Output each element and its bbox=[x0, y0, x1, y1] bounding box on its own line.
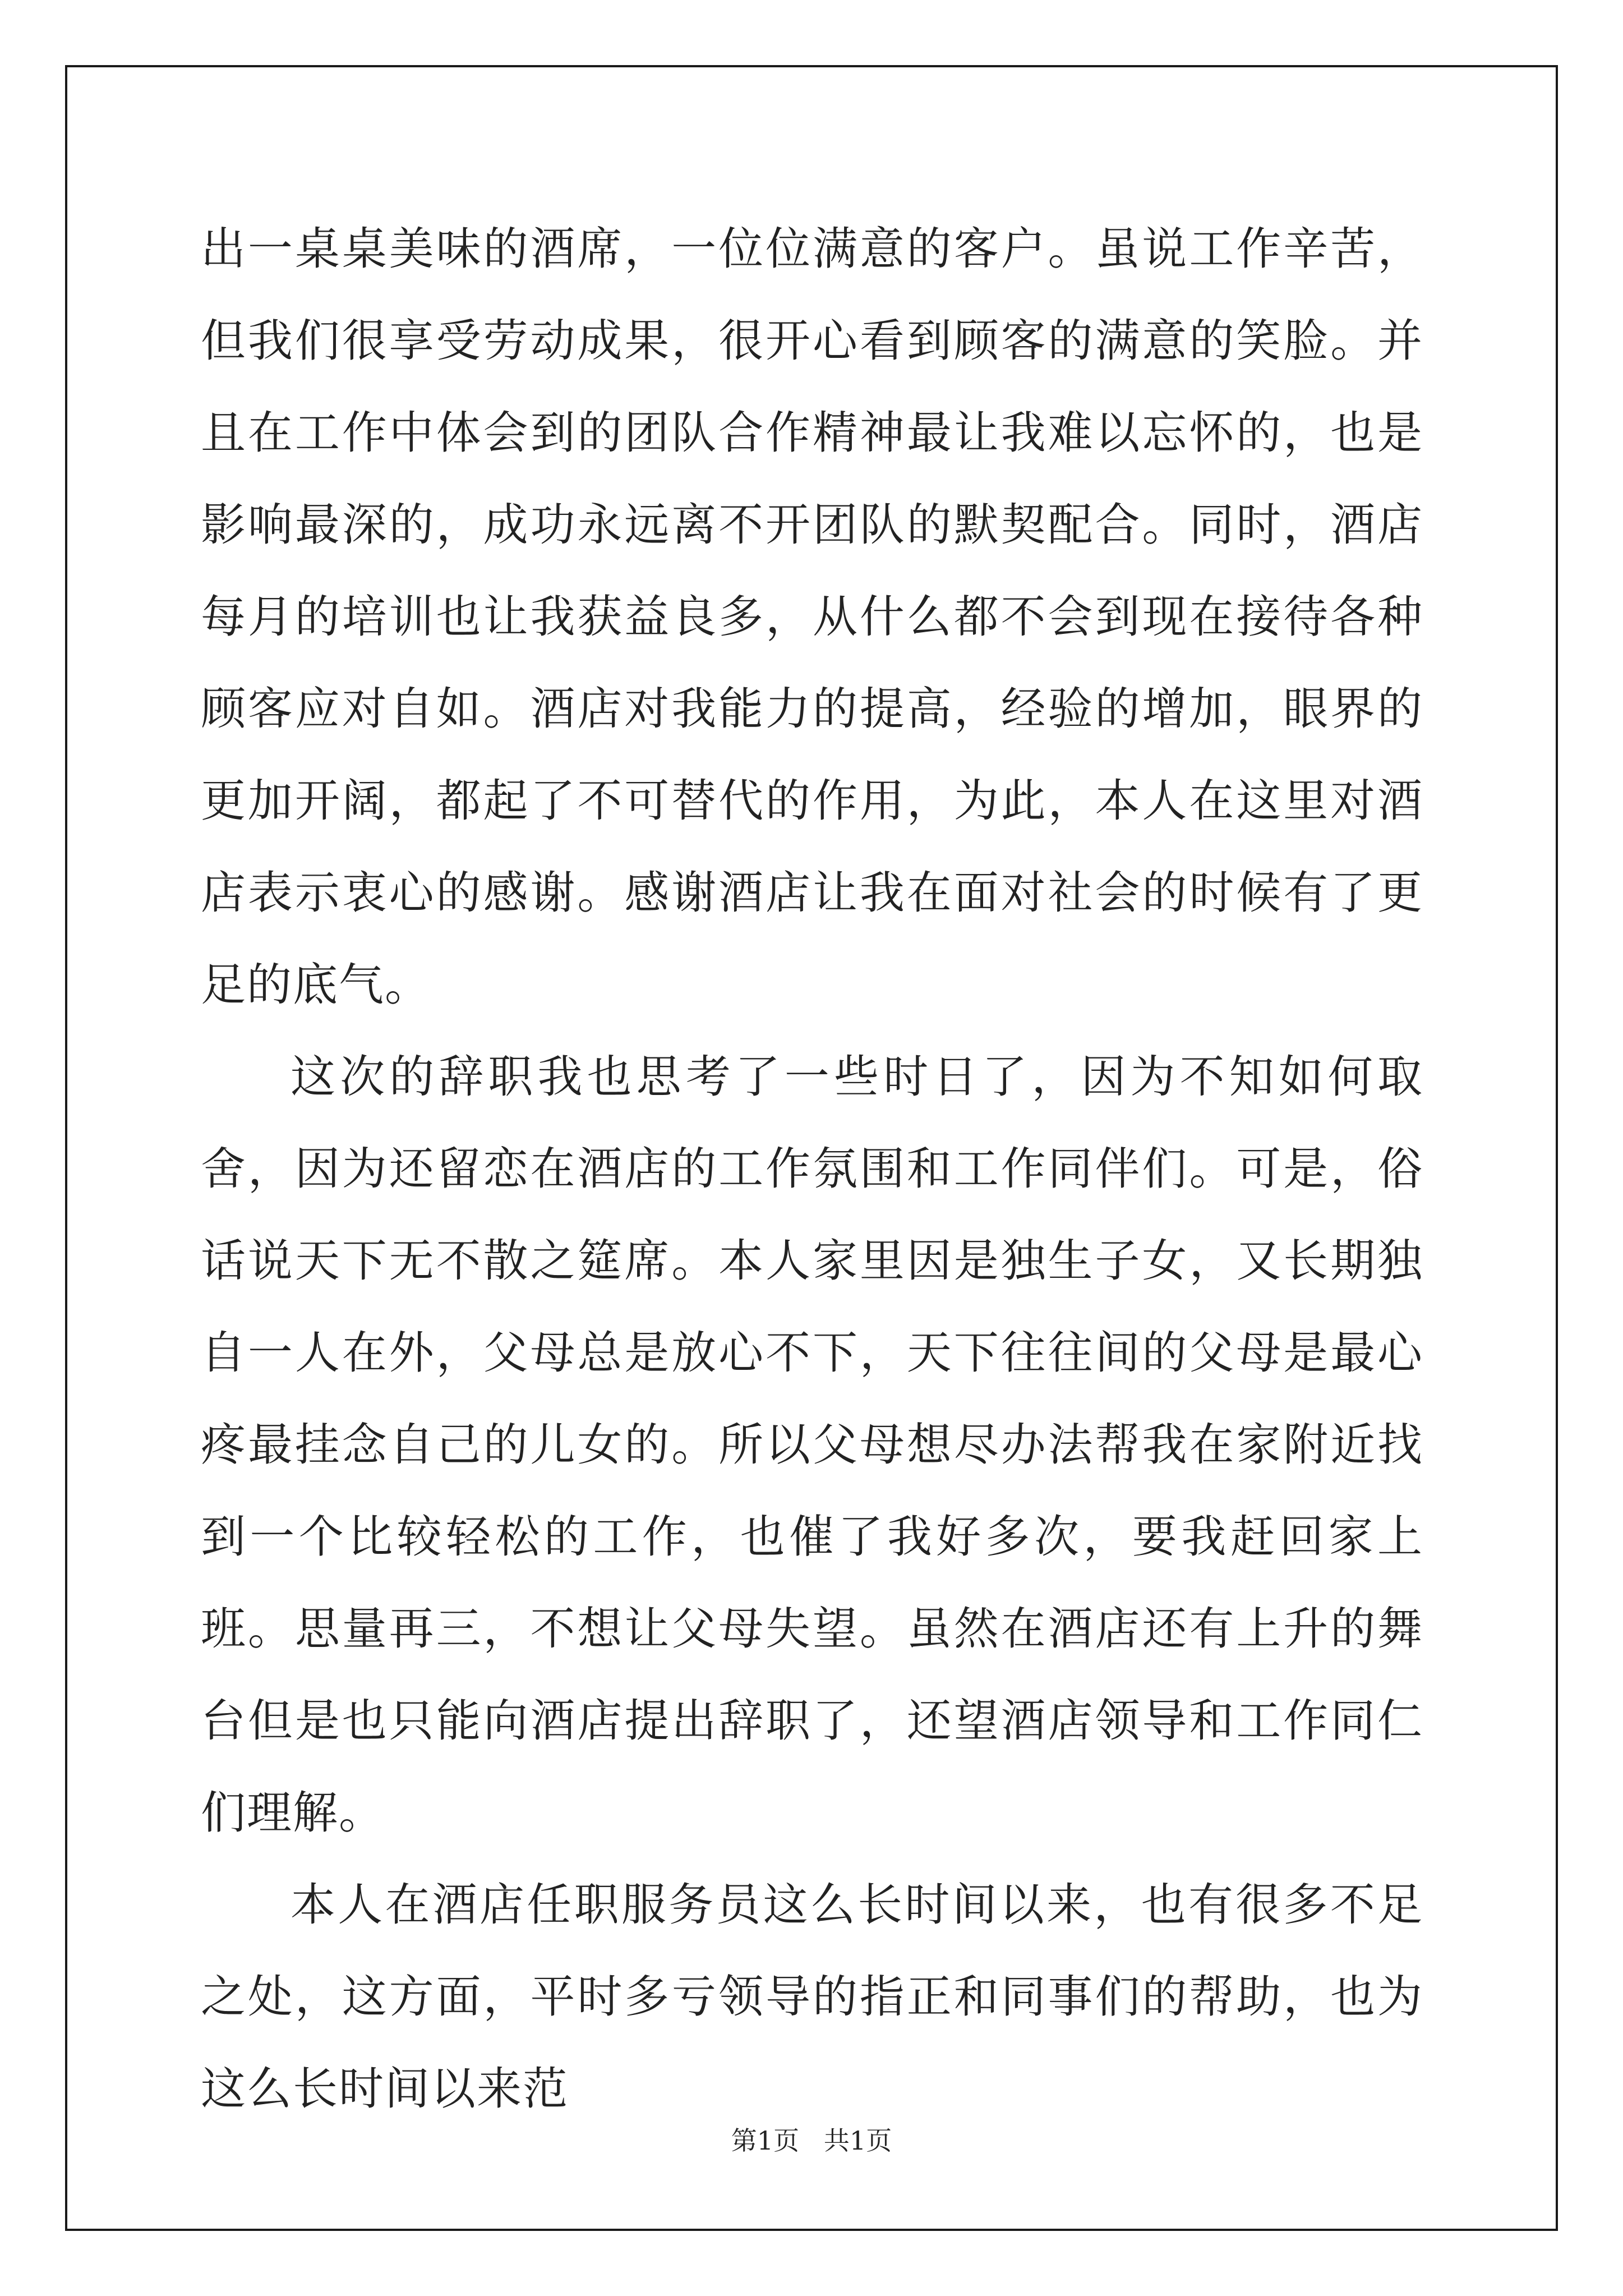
paragraph-2: 这次的辞职我也思考了一些时日了，因为不知如何取舍，因为还留恋在酒店的工作氛围和工作同伴们。可是，俗话说天下无不散之筵席。本人家里因是独生子女，又长期独自一人在外，父母总是放心不下，天下往往间的父母是最心疼最挂念自己的儿女的。所以父母想尽办法帮我在家附近找到一个比较轻松的工作，也催了我好多次，要我赶回家上班。思量再三，不想让父母失望。虽然在酒店还有上升的舞台但是也只能向酒店提出辞职了，还望酒店领导和工作同仁们理解。 bbox=[201, 1051, 1423, 1839]
paragraph-3: 本人在酒店任职服务员这么长时间以来，也有很多不足之处，这方面，平时多亏领导的指正和同事们的帮助，也为这么长时间以来范 bbox=[201, 1879, 1423, 2115]
page-number-footer: 第1页 共1页 bbox=[731, 2125, 892, 2156]
paragraph-1: 出一桌桌美味的酒席，一位位满意的客户。虽说工作辛苦，但我们很享受劳动成果，很开心看到顾客的满意的笑脸。并且在工作中体会到的团队合作精神最让我难以忘怀的，也是影响最深的，成功永远离不开团队的默契配合。同时，酒店每月的培训也让我获益良多，从什么都不会到现在接待各种顾客应对自如。酒店对我能力的提高，经验的增加，眼界的更加开阔，都起了不可替代的作用，为此，本人在这里对酒店表示衷心的感谢。感谢酒店让我在面对社会的时候有了更足的底气。 bbox=[201, 223, 1423, 1011]
document-body bbox=[201, 203, 1423, 2135]
